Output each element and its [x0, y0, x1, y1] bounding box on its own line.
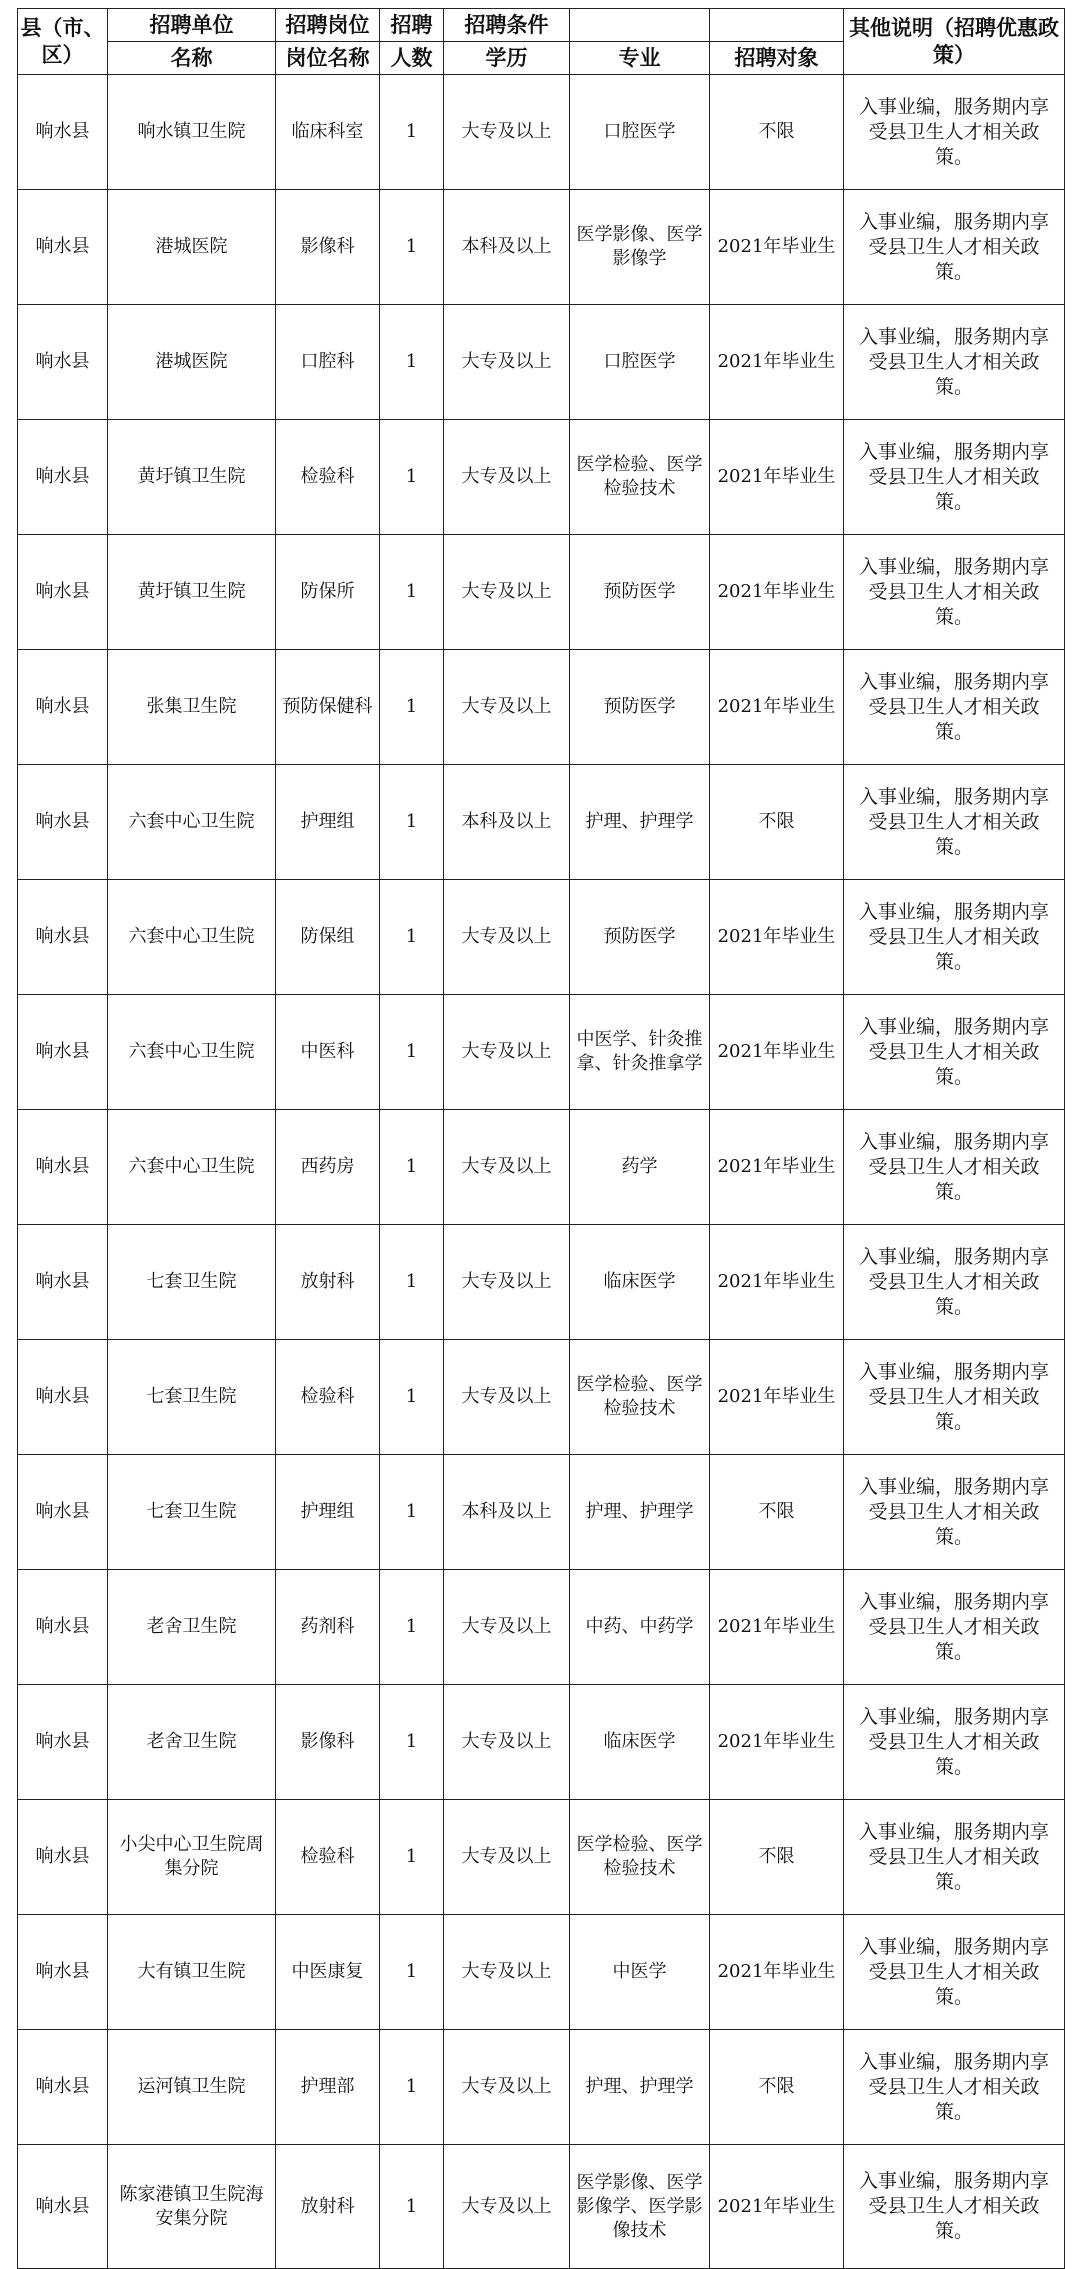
target-cell: 2021年毕业生 — [710, 1225, 844, 1340]
education-cell: 大专及以上 — [444, 420, 570, 535]
post-cell: 药剂科 — [276, 1570, 380, 1685]
county-cell: 响水县 — [18, 880, 108, 995]
table-row — [18, 305, 1065, 420]
post-cell: 放射科 — [276, 2145, 380, 2269]
education-cell: 大专及以上 — [444, 1110, 570, 1225]
table-row — [18, 75, 1065, 190]
major-cell: 预防医学 — [570, 650, 710, 765]
table-row — [18, 880, 1065, 995]
count-cell: 1 — [380, 1685, 444, 1800]
unit-cell: 港城医院 — [108, 190, 276, 305]
education-cell: 大专及以上 — [444, 1800, 570, 1915]
county-cell: 响水县 — [18, 1340, 108, 1455]
target-cell: 不限 — [710, 765, 844, 880]
count-cell: 1 — [380, 1110, 444, 1225]
education-cell: 本科及以上 — [444, 190, 570, 305]
unit-cell: 七套卫生院 — [108, 1455, 276, 1570]
target-cell: 2021年毕业生 — [710, 995, 844, 1110]
major-cell: 口腔医学 — [570, 305, 710, 420]
major-cell: 医学检验、医学检验技术 — [570, 420, 710, 535]
note-cell: 入事业编，服务期内享受县卫生人才相关政策。 — [844, 1340, 1065, 1455]
target-cell: 2021年毕业生 — [710, 1915, 844, 2030]
post-column-header: 招聘岗位 — [276, 9, 380, 42]
post-cell: 护理组 — [276, 1455, 380, 1570]
count-cell: 1 — [380, 305, 444, 420]
note-cell: 入事业编，服务期内享受县卫生人才相关政策。 — [844, 1800, 1065, 1915]
table-row — [18, 190, 1065, 305]
post-cell: 检验科 — [276, 420, 380, 535]
table-body — [18, 75, 1065, 2269]
count-cell: 1 — [380, 1800, 444, 1915]
education-cell: 大专及以上 — [444, 305, 570, 420]
count-cell: 1 — [380, 650, 444, 765]
post-cell: 临床科室 — [276, 75, 380, 190]
major-cell: 护理、护理学 — [570, 1455, 710, 1570]
count-cell: 1 — [380, 535, 444, 650]
major-cell: 口腔医学 — [570, 75, 710, 190]
major-cell: 医学影像、医学影像学 — [570, 190, 710, 305]
table-header — [18, 9, 1065, 75]
target-cell: 2021年毕业生 — [710, 880, 844, 995]
unit-cell: 响水镇卫生院 — [108, 75, 276, 190]
count-cell: 1 — [380, 1340, 444, 1455]
major-cell: 预防医学 — [570, 535, 710, 650]
major-cell: 中药、中药学 — [570, 1570, 710, 1685]
unit-cell: 黄圩镇卫生院 — [108, 535, 276, 650]
table-row — [18, 1340, 1065, 1455]
blank-header-cell — [710, 9, 844, 42]
target-cell: 2021年毕业生 — [710, 2145, 844, 2269]
note-cell: 入事业编，服务期内享受县卫生人才相关政策。 — [844, 1110, 1065, 1225]
table-row — [18, 2030, 1065, 2145]
count-cell: 1 — [380, 420, 444, 535]
note-cell: 入事业编，服务期内享受县卫生人才相关政策。 — [844, 1915, 1065, 2030]
table-row — [18, 2145, 1065, 2269]
post-cell: 检验科 — [276, 1800, 380, 1915]
note-cell: 入事业编，服务期内享受县卫生人才相关政策。 — [844, 1455, 1065, 1570]
unit-cell: 七套卫生院 — [108, 1340, 276, 1455]
unit-column-header: 招聘单位 — [108, 9, 276, 42]
unit-name-subheader: 名称 — [108, 42, 276, 75]
post-cell: 口腔科 — [276, 305, 380, 420]
unit-cell: 六套中心卫生院 — [108, 765, 276, 880]
unit-cell: 陈家港镇卫生院海安集分院 — [108, 2145, 276, 2269]
education-cell: 大专及以上 — [444, 995, 570, 1110]
note-cell: 入事业编，服务期内享受县卫生人才相关政策。 — [844, 995, 1065, 1110]
post-cell: 中医康复 — [276, 1915, 380, 2030]
unit-cell: 小尖中心卫生院周集分院 — [108, 1800, 276, 1915]
note-cell: 入事业编，服务期内享受县卫生人才相关政策。 — [844, 420, 1065, 535]
table-row — [18, 420, 1065, 535]
note-cell: 入事业编，服务期内享受县卫生人才相关政策。 — [844, 765, 1065, 880]
unit-cell: 张集卫生院 — [108, 650, 276, 765]
count-cell: 1 — [380, 1225, 444, 1340]
note-cell: 入事业编，服务期内享受县卫生人才相关政策。 — [844, 2145, 1065, 2269]
target-cell: 2021年毕业生 — [710, 650, 844, 765]
education-subheader: 学历 — [444, 42, 570, 75]
table-row — [18, 650, 1065, 765]
major-cell: 医学影像、医学影像学、医学影像技术 — [570, 2145, 710, 2269]
county-cell: 响水县 — [18, 1685, 108, 1800]
unit-cell: 运河镇卫生院 — [108, 2030, 276, 2145]
note-cell: 入事业编，服务期内享受县卫生人才相关政策。 — [844, 190, 1065, 305]
target-cell: 2021年毕业生 — [710, 1570, 844, 1685]
table-row — [18, 1800, 1065, 1915]
table-row — [18, 1915, 1065, 2030]
education-cell: 大专及以上 — [444, 2145, 570, 2269]
major-cell: 临床医学 — [570, 1225, 710, 1340]
education-cell: 大专及以上 — [444, 1340, 570, 1455]
post-name-subheader: 岗位名称 — [276, 42, 380, 75]
note-cell: 入事业编，服务期内享受县卫生人才相关政策。 — [844, 1225, 1065, 1340]
county-cell: 响水县 — [18, 190, 108, 305]
note-cell: 入事业编，服务期内享受县卫生人才相关政策。 — [844, 880, 1065, 995]
unit-cell: 六套中心卫生院 — [108, 995, 276, 1110]
post-cell: 护理部 — [276, 2030, 380, 2145]
education-cell: 大专及以上 — [444, 1570, 570, 1685]
unit-cell: 黄圩镇卫生院 — [108, 420, 276, 535]
major-cell: 临床医学 — [570, 1685, 710, 1800]
target-cell: 不限 — [710, 1455, 844, 1570]
table-row — [18, 1570, 1065, 1685]
post-cell: 预防保健科 — [276, 650, 380, 765]
major-cell: 医学检验、医学检验技术 — [570, 1340, 710, 1455]
target-cell: 2021年毕业生 — [710, 535, 844, 650]
count-cell: 1 — [380, 2030, 444, 2145]
target-cell: 2021年毕业生 — [710, 305, 844, 420]
target-cell: 2021年毕业生 — [710, 420, 844, 535]
note-cell: 入事业编，服务期内享受县卫生人才相关政策。 — [844, 75, 1065, 190]
county-cell: 响水县 — [18, 1915, 108, 2030]
county-cell: 响水县 — [18, 765, 108, 880]
notes-column-header: 其他说明（招聘优惠政策） — [844, 9, 1065, 75]
county-cell: 响水县 — [18, 2145, 108, 2269]
unit-cell: 六套中心卫生院 — [108, 1110, 276, 1225]
count-cell: 1 — [380, 765, 444, 880]
education-cell: 本科及以上 — [444, 765, 570, 880]
county-column-header: 县（市、区） — [18, 9, 108, 75]
major-cell: 中医学、针灸推拿、针灸推拿学 — [570, 995, 710, 1110]
count-cell: 1 — [380, 880, 444, 995]
table-row — [18, 1225, 1065, 1340]
post-cell: 防保组 — [276, 880, 380, 995]
county-cell: 响水县 — [18, 75, 108, 190]
county-cell: 响水县 — [18, 1110, 108, 1225]
education-cell: 本科及以上 — [444, 1455, 570, 1570]
note-cell: 入事业编，服务期内享受县卫生人才相关政策。 — [844, 1570, 1065, 1685]
count-subheader: 人数 — [380, 42, 444, 75]
table-row — [18, 1110, 1065, 1225]
county-cell: 响水县 — [18, 1455, 108, 1570]
unit-cell: 七套卫生院 — [108, 1225, 276, 1340]
recruitment-table — [17, 8, 1065, 2269]
county-cell: 响水县 — [18, 1225, 108, 1340]
unit-cell: 老舍卫生院 — [108, 1570, 276, 1685]
post-cell: 检验科 — [276, 1340, 380, 1455]
note-cell: 入事业编，服务期内享受县卫生人才相关政策。 — [844, 2030, 1065, 2145]
count-cell: 1 — [380, 1915, 444, 2030]
post-cell: 放射科 — [276, 1225, 380, 1340]
county-cell: 响水县 — [18, 535, 108, 650]
education-cell: 大专及以上 — [444, 535, 570, 650]
target-cell: 2021年毕业生 — [710, 190, 844, 305]
major-cell: 药学 — [570, 1110, 710, 1225]
count-column-header: 招聘 — [380, 9, 444, 42]
count-cell: 1 — [380, 2145, 444, 2269]
count-cell: 1 — [380, 995, 444, 1110]
target-cell: 不限 — [710, 2030, 844, 2145]
count-cell: 1 — [380, 1455, 444, 1570]
count-cell: 1 — [380, 1570, 444, 1685]
education-cell: 大专及以上 — [444, 1685, 570, 1800]
target-subheader: 招聘对象 — [710, 42, 844, 75]
table-row — [18, 765, 1065, 880]
education-cell: 大专及以上 — [444, 880, 570, 995]
table-row — [18, 1455, 1065, 1570]
note-cell: 入事业编，服务期内享受县卫生人才相关政策。 — [844, 305, 1065, 420]
post-cell: 护理组 — [276, 765, 380, 880]
post-cell: 中医科 — [276, 995, 380, 1110]
education-cell: 大专及以上 — [444, 2030, 570, 2145]
county-cell: 响水县 — [18, 420, 108, 535]
major-cell: 护理、护理学 — [570, 2030, 710, 2145]
major-cell: 医学检验、医学检验技术 — [570, 1800, 710, 1915]
county-cell: 响水县 — [18, 1570, 108, 1685]
count-cell: 1 — [380, 190, 444, 305]
note-cell: 入事业编，服务期内享受县卫生人才相关政策。 — [844, 650, 1065, 765]
blank-header-cell — [570, 9, 710, 42]
note-cell: 入事业编，服务期内享受县卫生人才相关政策。 — [844, 535, 1065, 650]
unit-cell: 港城医院 — [108, 305, 276, 420]
target-cell: 2021年毕业生 — [710, 1685, 844, 1800]
county-cell: 响水县 — [18, 2030, 108, 2145]
major-cell: 预防医学 — [570, 880, 710, 995]
major-cell: 护理、护理学 — [570, 765, 710, 880]
table-row — [18, 995, 1065, 1110]
education-cell: 大专及以上 — [444, 1225, 570, 1340]
target-cell: 2021年毕业生 — [710, 1340, 844, 1455]
table-row — [18, 535, 1065, 650]
target-cell: 不限 — [710, 75, 844, 190]
major-subheader: 专业 — [570, 42, 710, 75]
county-cell: 响水县 — [18, 995, 108, 1110]
major-cell: 中医学 — [570, 1915, 710, 2030]
post-cell: 影像科 — [276, 1685, 380, 1800]
unit-cell: 老舍卫生院 — [108, 1685, 276, 1800]
unit-cell: 六套中心卫生院 — [108, 880, 276, 995]
post-cell: 影像科 — [276, 190, 380, 305]
header-row-top — [18, 9, 1065, 42]
county-cell: 响水县 — [18, 305, 108, 420]
county-cell: 响水县 — [18, 650, 108, 765]
education-cell: 大专及以上 — [444, 75, 570, 190]
county-cell: 响水县 — [18, 1800, 108, 1915]
unit-cell: 大有镇卫生院 — [108, 1915, 276, 2030]
post-cell: 西药房 — [276, 1110, 380, 1225]
target-cell: 不限 — [710, 1800, 844, 1915]
post-cell: 防保所 — [276, 535, 380, 650]
table-row — [18, 1685, 1065, 1800]
note-cell: 入事业编，服务期内享受县卫生人才相关政策。 — [844, 1685, 1065, 1800]
education-cell: 大专及以上 — [444, 1915, 570, 2030]
conditions-group-header: 招聘条件 — [444, 9, 570, 42]
target-cell: 2021年毕业生 — [710, 1110, 844, 1225]
education-cell: 大专及以上 — [444, 650, 570, 765]
count-cell: 1 — [380, 75, 444, 190]
